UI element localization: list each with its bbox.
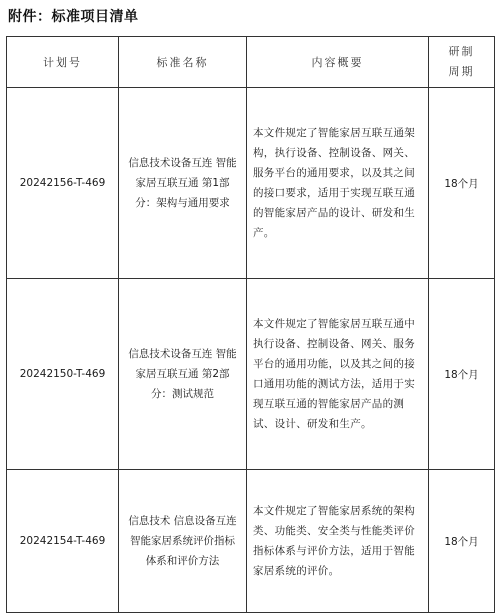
cell-standard-name: 信息技术设备互连 智能家居互联互通 第2部分：测试规范	[119, 279, 247, 470]
cell-period: 18个月	[429, 279, 495, 470]
header-period	[429, 37, 495, 88]
table-header-row	[7, 37, 495, 88]
table-row	[7, 88, 495, 279]
header-summary: 内容概要	[247, 37, 429, 88]
header-name: 标准名称	[119, 37, 247, 88]
header-plan-no: 计划号	[7, 37, 119, 88]
cell-summary: 本文件规定了智能家居系统的架构类、功能类、安全类与性能类评价指标体系与评价方法，适用于智能家居系统的评价。	[247, 470, 429, 613]
cell-standard-name: 信息技术 信息设备互连 智能家居系统评价指标体系和评价方法	[119, 470, 247, 613]
cell-summary: 本文件规定了智能家居互联互通中执行设备、控制设备、网关、服务平台的通用功能，以及其之间的接口通用功能的测试方法，适用于实现互联互通的智能家居产品的测试、设计、研发和生产。	[247, 279, 429, 470]
cell-plan-no: 20242156-T-469	[7, 88, 119, 279]
page-title: 附件：标准项目清单	[8, 9, 139, 25]
cell-plan-no: 20242154-T-469	[7, 470, 119, 613]
header-period-line2: 周期	[448, 65, 475, 78]
header-period-line1: 研制	[448, 45, 475, 58]
cell-standard-name: 信息技术设备互连 智能家居互联互通 第1部分：架构与通用要求	[119, 88, 247, 279]
cell-period: 18个月	[429, 88, 495, 279]
table-row	[7, 470, 495, 613]
cell-summary: 本文件规定了智能家居互联互通架构，执行设备、控制设备、网关、服务平台的通用要求，以及其之间的接口要求，适用于实现互联互通的智能家居产品的设计、研发和生产。	[247, 88, 429, 279]
cell-plan-no: 20242150-T-469	[7, 279, 119, 470]
cell-period: 18个月	[429, 470, 495, 613]
table-row	[7, 279, 495, 470]
standards-table	[6, 36, 495, 613]
